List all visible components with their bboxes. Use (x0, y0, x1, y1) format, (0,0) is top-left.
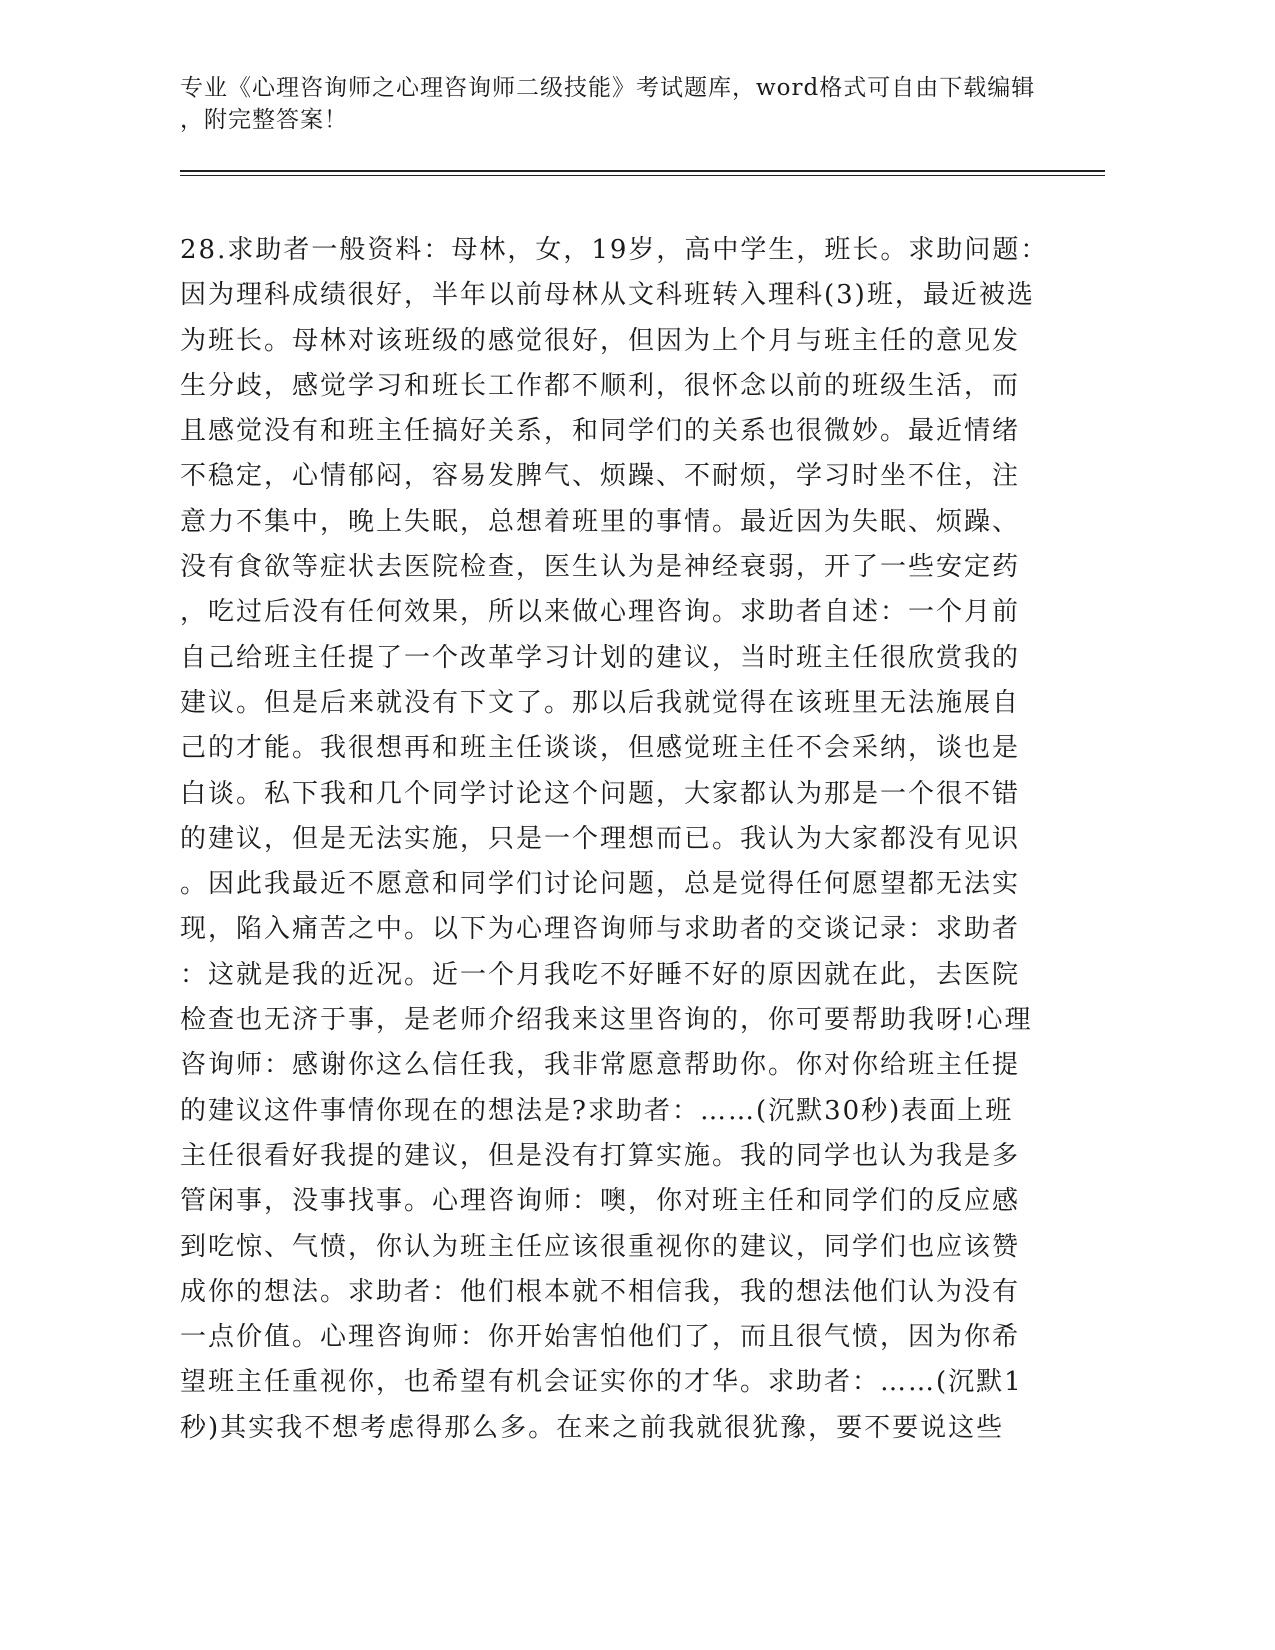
header-divider-thick (180, 170, 1105, 172)
question-line: 为班长。母林对该班级的感觉很好，但因为上个月与班主任的意见发 (180, 325, 1021, 356)
question-line: 检查也无济于事，是老师介绍我来这里咨询的，你可要帮助我呀!心理 (180, 1005, 1033, 1036)
question-line: 没有食欲等症状去医院检查，医生认为是神经衰弱，开了一些安定药 (180, 552, 1021, 583)
question-line: 建议。但是后来就没有下文了。那以后我就觉得在该班里无法施展自 (180, 687, 1021, 718)
question-line: 28.求助者一般资料：母林，女，19岁，高中学生，班长。求助问题： (180, 235, 1049, 265)
question-line: 生分歧，感觉学习和班长工作都不顺利，很怀念以前的班级生活，而 (180, 370, 1021, 401)
question-line: 秒)其实我不想考虑得那么多。在来之前我就很犹豫，要不要说这些 (180, 1412, 1005, 1443)
question-line: 成你的想法。求助者：他们根本就不相信我，我的想法他们认为没有 (180, 1276, 1021, 1307)
question-line: 己的才能。我很想再和班主任谈谈，但感觉班主任不会采纳，谈也是 (180, 733, 1021, 764)
question-line: 自己给班主任提了一个改革学习计划的建议，当时班主任很欣赏我的 (180, 642, 1021, 673)
question-line: 白谈。私下我和几个同学讨论这个问题，大家都认为那是一个很不错 (180, 778, 1021, 809)
question-line: 的建议这件事情你现在的想法是?求助者：……(沉默30秒)表面上班 (180, 1095, 1014, 1126)
question-line: 意力不集中，晚上失眠，总想着班里的事情。最近因为失眠、烦躁、 (180, 506, 1021, 537)
question-line: 一点价值。心理咨询师：你开始害怕他们了，而且很气愤，因为你希 (180, 1322, 1021, 1353)
document-header (180, 72, 1050, 136)
question-line: ，吃过后没有任何效果，所以来做心理咨询。求助者自述：一个月前 (180, 597, 1021, 628)
question-line: 主任很看好我提的建议，但是没有打算实施。我的同学也认为我是多 (180, 1140, 1021, 1171)
question-line: 的建议，但是无法实施，只是一个理想而已。我认为大家都没有见识 (180, 823, 1021, 854)
question-line: 因为理科成绩很好，半年以前母林从文科班转入理科(3)班，最近被选 (180, 280, 1035, 311)
question-line: 咨询师：感谢你这么信任我，我非常愿意帮助你。你对你给班主任提 (180, 1050, 1021, 1081)
question-line: 。因此我最近不愿意和同学们讨论问题，总是觉得任何愿望都无法实 (180, 869, 1021, 900)
question-line: 且感觉没有和班主任搞好关系，和同学们的关系也很微妙。最近情绪 (180, 416, 1021, 447)
header-line-2: ，附完整答案！ (180, 107, 348, 133)
question-line: 望班主任重视你，也希望有机会证实你的才华。求助者：……(沉默1 (180, 1367, 1023, 1398)
question-line: ：这就是我的近况。近一个月我吃不好睡不好的原因就在此，去医院 (180, 959, 1021, 990)
question-line: 管闲事，没事找事。心理咨询师：噢，你对班主任和同学们的反应感 (180, 1186, 1021, 1217)
question-line: 不稳定，心情郁闷，容易发脾气、烦躁、不耐烦，学习时坐不住，注 (180, 461, 1021, 492)
question-line: 现，陷入痛苦之中。以下为心理咨询师与求助者的交谈记录：求助者 (180, 914, 1021, 945)
header-line-1: 专业《心理咨询师之心理咨询师二级技能》考试题库，word格式可自由下载编辑 (180, 75, 1036, 101)
question-body (180, 228, 1049, 1451)
question-line: 到吃惊、气愤，你认为班主任应该很重视你的建议，同学们也应该赞 (180, 1231, 1021, 1262)
header-divider-thin (180, 175, 1105, 176)
